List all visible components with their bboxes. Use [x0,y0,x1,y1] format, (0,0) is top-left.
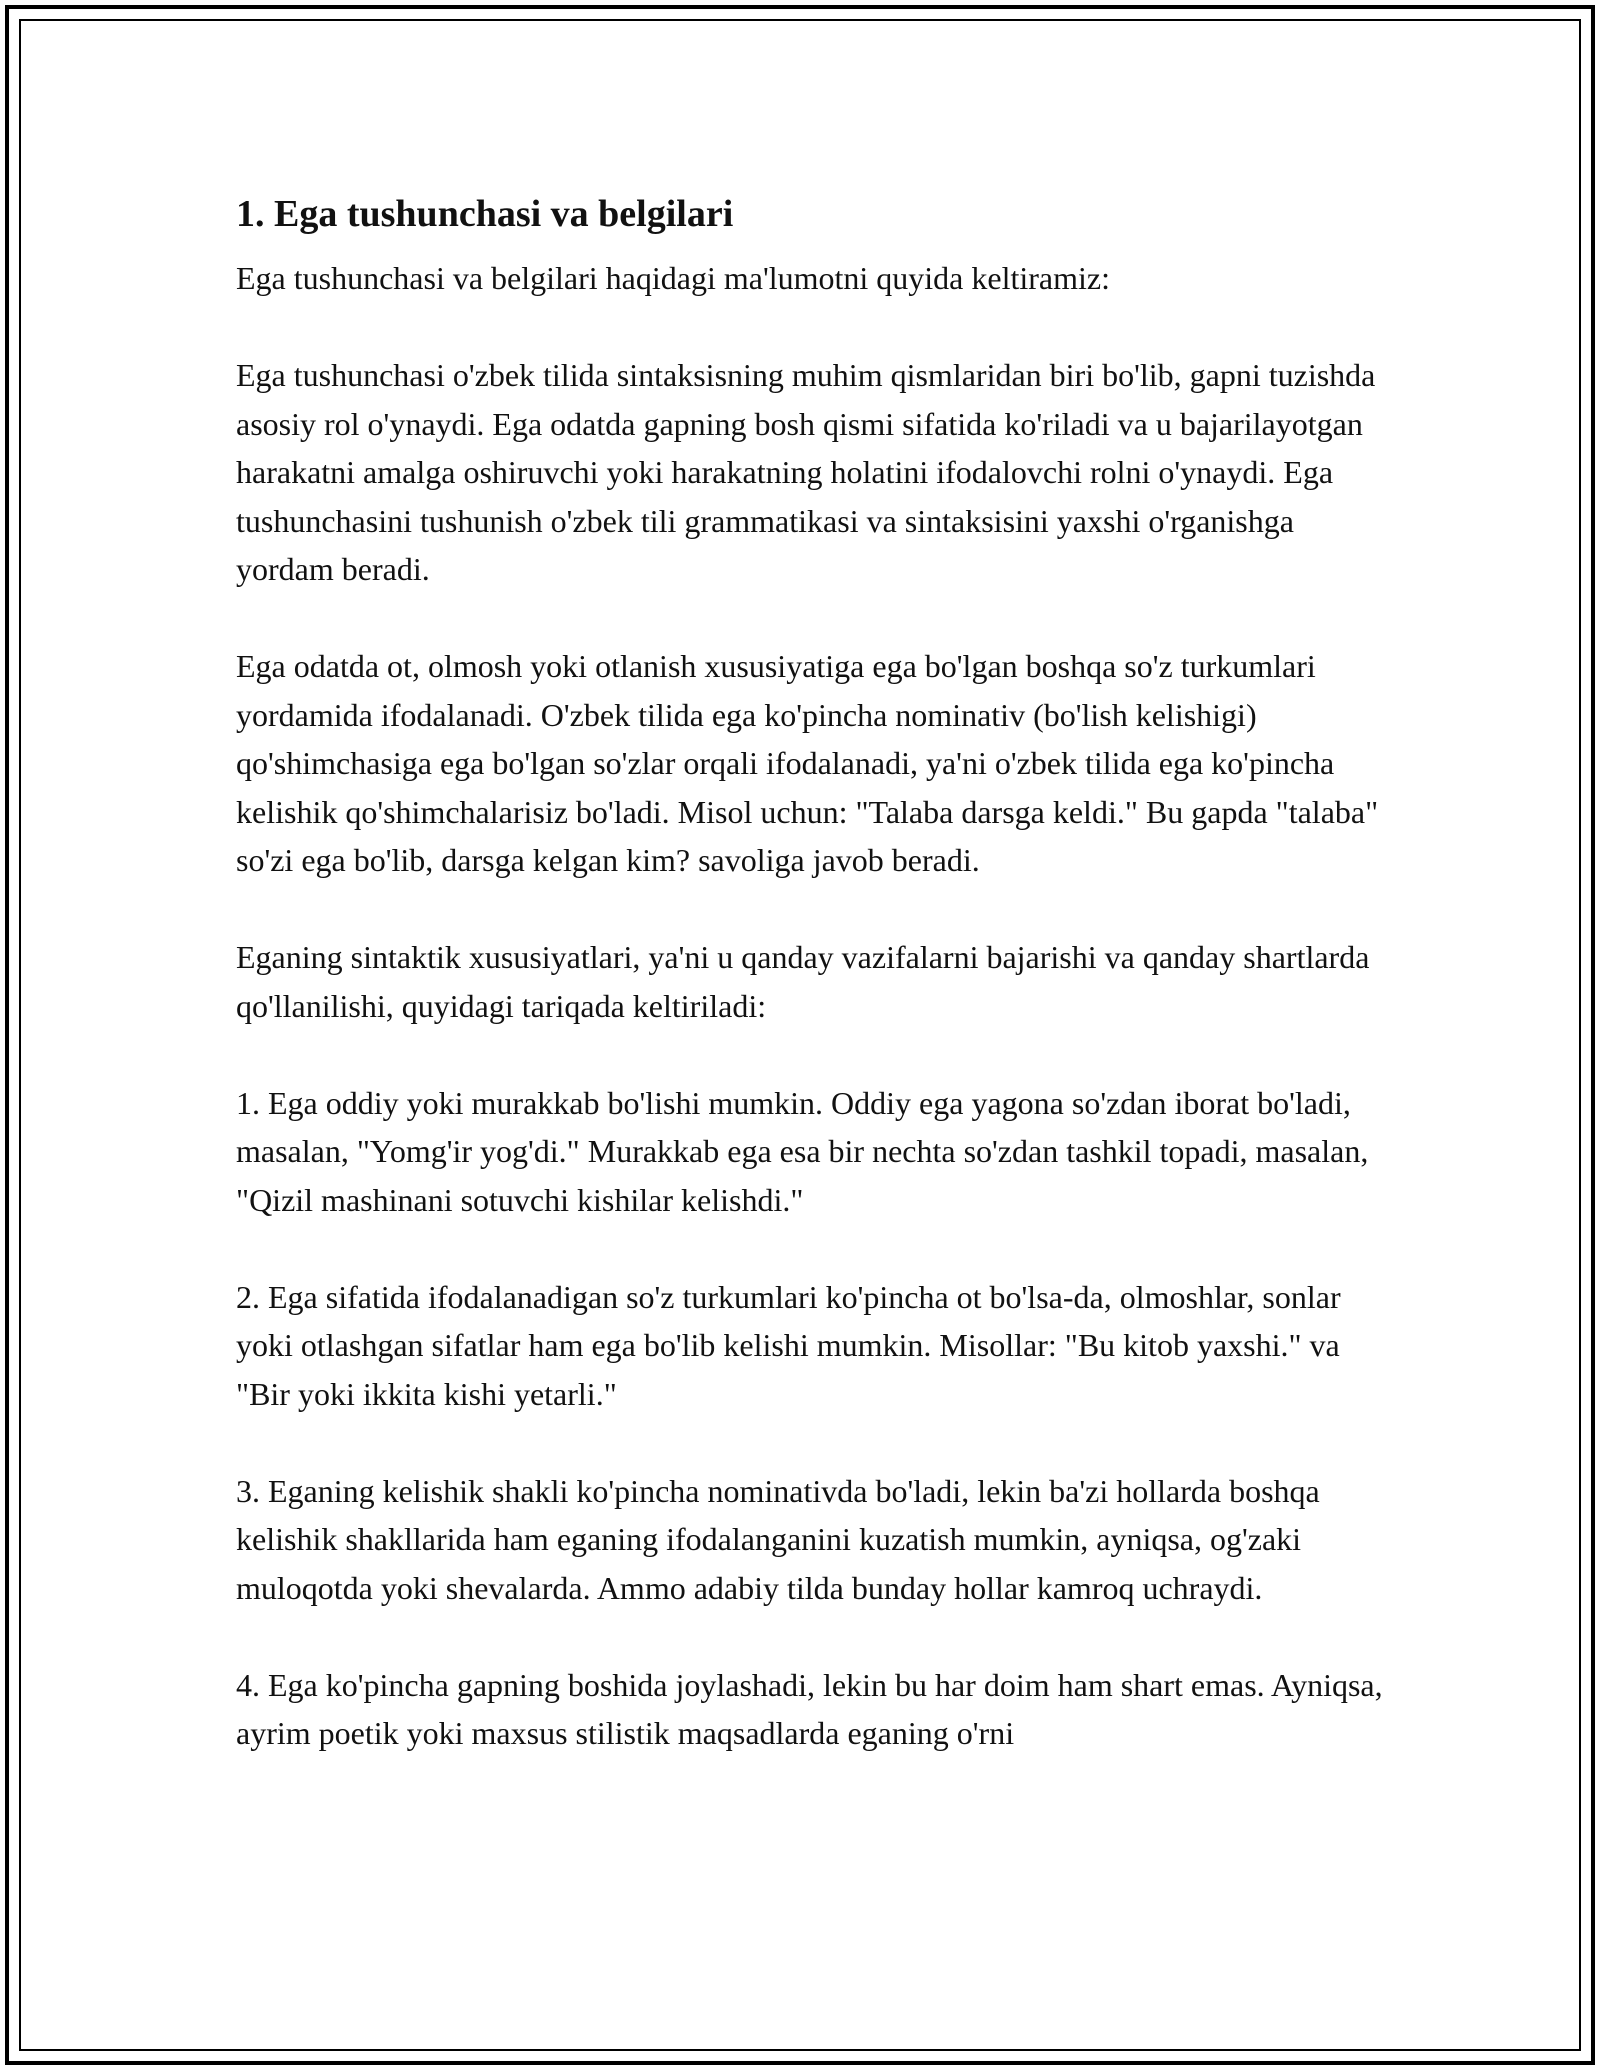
paragraph-syntactic-features: Eganing sintaktik xususiyatlari, ya'ni u qanday vazifalarni bajarishi va qanday shartlarda qo'llanilishi, quyidagi tariqada keltiriladi: [236,939,1370,1024]
document-body [236,188,1386,1806]
list-item-2: 2. Ega sifatida ifodalanadigan so'z turkumlari ko'pincha ot bo'lsa-da, olmoshlar, sonlar yoki otlashgan sifatlar ham ega bo'lib kelishi mumkin. Misollar: "Bu kitob yaxshi." va "Bir yoki ikkita kishi yetarli." [236,1278,1341,1412]
list-item-1: 1. Ega oddiy yoki murakkab bo'lishi mumkin. Oddiy ega yagona so'zdan iborat bo'ladi, masalan, "Yomg'ir yog'di." Murakkab ega esa bir nechta so'zdan tashkil topadi, masalan, "Qizil mashinani sotuvchi kishilar kelishdi." [236,1084,1369,1218]
list-item-4: 4. Ega ko'pincha gapning boshida joylashadi, lekin bu har doim ham shart emas. Ayniqsa, ayrim poetik yoki maxsus stilistik maqsadlarda eganing o'rni [236,1666,1383,1751]
paragraph-expression: Ega odatda ot, olmosh yoki otlanish xususiyatiga ega bo'lgan boshqa so'z turkumlari yordamida ifodalanadi. O'zbek tilida ega ko'pincha nominativ (bo'lish kelishigi) qo'shimchasiga ega bo'lgan so'zlar orqali ifodalanadi, ya'ni o'zbek tilida ega ko'pincha kelishik qo'shimchalarisiz bo'ladi. Misol uchun: "Talaba darsga keldi." Bu gapda "talaba" so'zi ega bo'lib, darsga kelgan kim? savoliga javob beradi. [236,648,1379,878]
paragraph-definition: Ega tushunchasi o'zbek tilida sintaksisning muhim qismlaridan biri bo'lib, gapni tuzishda asosiy rol o'ynaydi. Ega odatda gapning bosh qismi sifatida ko'riladi va u bajarilayotgan harakatni amalga oshiruvchi yoki harakatning holatini ifodalovchi rolni o'ynaydi. Ega tushunchasini tushunish o'zbek tili grammatikasi va sintaksisini yaxshi o'rganishga yordam beradi. [236,357,1376,587]
paragraph-intro: Ega tushunchasi va belgilari haqidagi ma'lumotni quyida keltiramiz: [236,260,1110,296]
list-item-3: 3. Eganing kelishik shakli ko'pincha nominativda bo'ladi, lekin ba'zi hollarda boshqa kelishik shakllarida ham eganing ifodalanganini kuzatish mumkin, ayniqsa, og'zaki muloqotda yoki shevalarda. Ammo adabiy tilda bunday hollar kamroq uchraydi. [236,1472,1320,1606]
section-heading: 1. Ega tushunchasi va belgilari [236,193,734,235]
